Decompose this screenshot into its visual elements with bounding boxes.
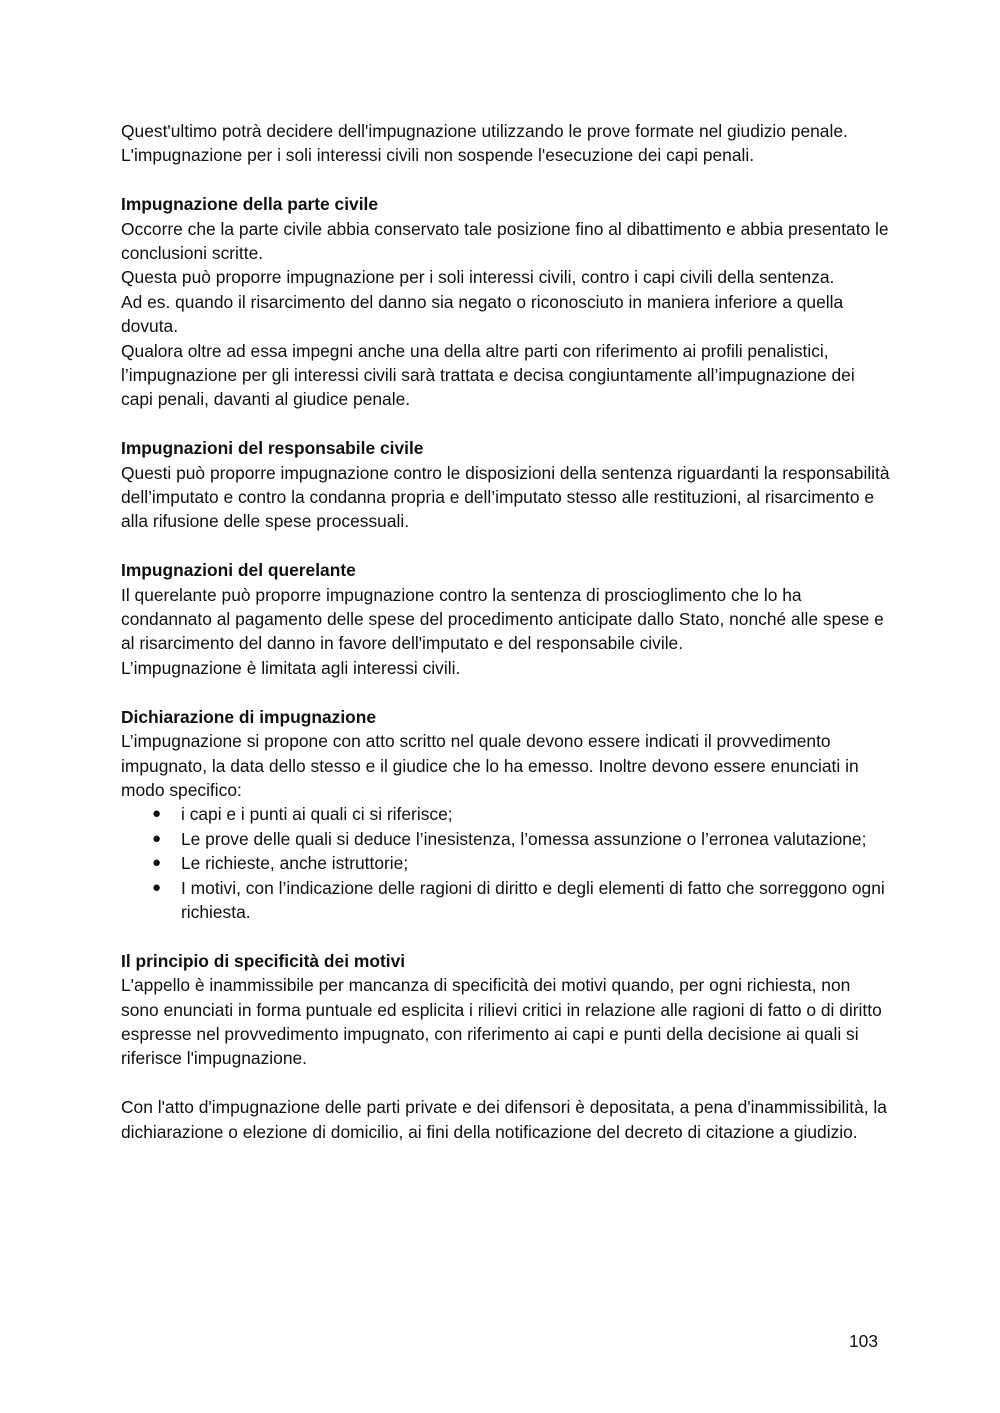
paragraph: Questa può proporre impugnazione per i soli interessi civili, contro i capi civili della sentenza. [121, 267, 835, 288]
section-heading: Impugnazione della parte civile [121, 194, 379, 215]
paragraph: L'appello è inammissibile per mancanza di specificità dei motivi quando, per ogni richiesta, non sono enunciati in forma puntuale ed esplicita i rilievi critici in relazione alle ragioni di fatto o di diritto espresse nel provvedimento impugnato, con riferimento ai capi e punti della decisione ai quali si riferisce l'impugnazione. [121, 975, 882, 1069]
paragraph: L’impugnazione è limitata agli interessi civili. [121, 657, 461, 678]
list-item-text: Le richieste, anche istruttorie; [181, 853, 409, 874]
paragraph: Quest'ultimo potrà decidere dell'impugnazione utilizzando le prove formate nel giudizio penale. [121, 121, 848, 141]
page-number: 103 [848, 1331, 878, 1351]
paragraph: L'impugnazione per i soli interessi civili non sospende l'esecuzione dei capi penali. [121, 145, 755, 166]
paragraph: L’impugnazione si propone con atto scritto nel quale devono essere indicati il provvedimento impugnato, la data dello stesso e il giudice che lo ha emesso. Inoltre devono essere enunciati in modo specifico: [121, 731, 859, 800]
list-item [121, 802, 891, 826]
list-item-text: i capi e i punti ai quali ci si riferisce; [181, 804, 453, 825]
bullet-icon: ● [152, 854, 162, 872]
section-heading: Dichiarazione di impugnazione [121, 706, 377, 727]
paragraph: Questi può proporre impugnazione contro le disposizioni della sentenza riguardanti la responsabilità dell’imputato e contro la condanna propria e dell’imputato stesso alle restituzioni, al risarcimento e alla rifusione delle spese processuali. [121, 462, 890, 532]
paragraph: Il querelante può proporre impugnazione contro la sentenza di proscioglimento che lo ha condannato al pagamento delle spese del procedimento anticipate dallo Stato, nonché alle spese e al risarcimento del danno in favore dell'imputato e del responsabile civile. [121, 584, 884, 654]
bullet-icon: ● [152, 878, 162, 896]
list-item-text: Le prove delle quali si deduce l’inesistenza, l’omessa assunzione o l’erronea valutazione; [181, 828, 867, 849]
paragraph: Qualora oltre ad essa impegni anche una della altre parti con riferimento ai profili penalistici, l’impugnazione per gli interessi civili sarà trattata e decisa congiuntamente all’impugnazione dei capi penali, davanti al giudice penale. [121, 340, 855, 410]
list-item-text: I motivi, con l’indicazione delle ragioni di diritto e degli elementi di fatto che sorreggono ogni richiesta. [181, 877, 885, 922]
bullet-icon: ● [152, 829, 162, 847]
section-heading: Impugnazioni del querelante [121, 560, 356, 581]
paragraph: Ad es. quando il risarcimento del danno sia negato o riconosciuto in maniera inferiore a quella dovuta. [121, 291, 844, 337]
bullet-icon: ● [152, 805, 162, 823]
bullet-list [121, 802, 891, 924]
list-item [121, 851, 891, 875]
paragraph: Occorre che la parte civile abbia conservato tale posizione fino al dibattimento e abbia presentato le conclusioni scritte. [121, 218, 889, 264]
paragraph: Con l'atto d'impugnazione delle parti private e dei difensori è depositata, a pena d'inammissibilità, la dichiarazione o elezione di domicilio, ai fini della notificazione del decreto di citazione a giudizio. [121, 1097, 887, 1142]
section-heading: Il principio di specificità dei motivi [121, 950, 406, 971]
list-item [121, 876, 891, 925]
list-item [121, 827, 891, 851]
page-content [121, 119, 891, 1144]
section-heading: Impugnazioni del responsabile civile [121, 438, 424, 459]
